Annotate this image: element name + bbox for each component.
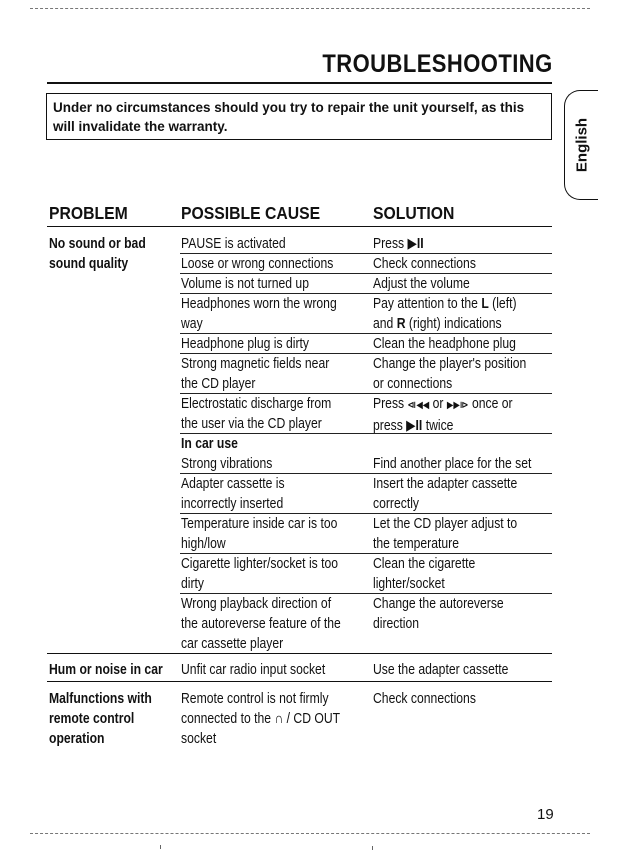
warning-line-1: Under no circumstances should you try to repair the unit yourself, as this: [53, 100, 525, 115]
problem-hum: Hum or noise in car: [49, 662, 163, 678]
problem-no-sound: No sound or bad sound quality: [49, 236, 146, 272]
solution-row: Insert the adapter cassette correctly: [373, 476, 518, 512]
column-header-solution: SOLUTION: [373, 203, 455, 223]
section-rule: [47, 653, 552, 654]
warranty-warning-box: [46, 93, 552, 140]
page-title: TROUBLESHOOTING: [322, 50, 553, 78]
scan-artifact-top: [30, 8, 590, 9]
cause-row: Remote control is not firmly connected to the ∩ / CD OUT socket: [181, 691, 341, 747]
language-tab-label: English: [573, 117, 590, 173]
scan-artifact-bottom: [30, 833, 590, 834]
language-tab: [564, 90, 598, 200]
cause-row: Unfit car radio input socket: [181, 662, 326, 678]
solution-row: Clean the cigarette lighter/socket: [373, 556, 476, 592]
cause-row: PAUSE is activated: [181, 236, 286, 252]
header-rule: [47, 226, 552, 227]
solution-row: Change the autoreverse direction: [373, 596, 504, 632]
row-rule: [180, 293, 552, 294]
solution-row: Clean the headphone plug: [373, 336, 516, 352]
solution-row: Let the CD player adjust to the temperature: [373, 516, 518, 552]
next-icon: ▶▶⧐: [446, 400, 469, 411]
cause-row: Volume is not turned up: [181, 276, 309, 292]
cause-row: Strong vibrations: [181, 456, 273, 472]
row-rule: [180, 393, 552, 394]
section-rule: [47, 681, 552, 682]
row-rule: [180, 253, 552, 254]
play-pause-icon: ▶II: [407, 236, 424, 252]
column-header-problem: PROBLEM: [49, 203, 128, 223]
row-rule: [180, 433, 552, 434]
cause-row: Cigarette lighter/socket is too dirty: [181, 556, 339, 592]
page-number: 19: [537, 806, 554, 823]
solution-row: Use the adapter cassette: [373, 662, 509, 678]
cause-row: Adapter cassette is incorrectly inserted: [181, 476, 285, 512]
solution-row: Find another place for the set: [373, 456, 532, 472]
scan-speck: [372, 846, 373, 850]
warning-line-2: will invalidate the warranty.: [53, 119, 228, 134]
cause-row: Strong magnetic fields near the CD player: [181, 356, 330, 392]
cause-row: Electrostatic discharge from the user via the CD player: [181, 396, 332, 432]
cause-row: Temperature inside car is too high/low: [181, 516, 338, 552]
scan-speck: [160, 845, 161, 849]
cause-row: Loose or wrong connections: [181, 256, 334, 272]
cause-row: Headphone plug is dirty: [181, 336, 309, 352]
headphone-icon: ∩: [274, 711, 284, 727]
row-rule: [180, 273, 552, 274]
row-rule: [180, 593, 552, 594]
previous-icon: ⧏◀◀: [407, 400, 430, 411]
title-rule: [47, 82, 552, 84]
cause-subheading-car-use: In car use: [181, 436, 238, 452]
play-pause-icon: ▶II: [406, 418, 423, 434]
row-rule: [180, 553, 552, 554]
column-header-cause: POSSIBLE CAUSE: [181, 203, 321, 223]
problem-remote: Malfunctions with remote control operation: [49, 691, 152, 747]
solution-row: Change the player's position or connections: [373, 356, 527, 392]
solution-row: Press ▶II: [373, 236, 424, 252]
solution-row: Check connections: [373, 691, 476, 707]
row-rule: [180, 333, 552, 334]
solution-row: Pay attention to the L (left) and R (right) indications: [373, 296, 517, 332]
solution-row: Press ⧏◀◀ or ▶▶⧐ once or press ▶II twice: [373, 396, 513, 434]
row-rule: [180, 513, 552, 514]
row-rule: [180, 473, 552, 474]
cause-row: Wrong playback direction of the autoreverse feature of the car cassette player: [181, 596, 341, 652]
row-rule: [180, 353, 552, 354]
cause-row: Headphones worn the wrong way: [181, 296, 337, 332]
solution-row: Adjust the volume: [373, 276, 470, 292]
solution-row: Check connections: [373, 256, 476, 272]
